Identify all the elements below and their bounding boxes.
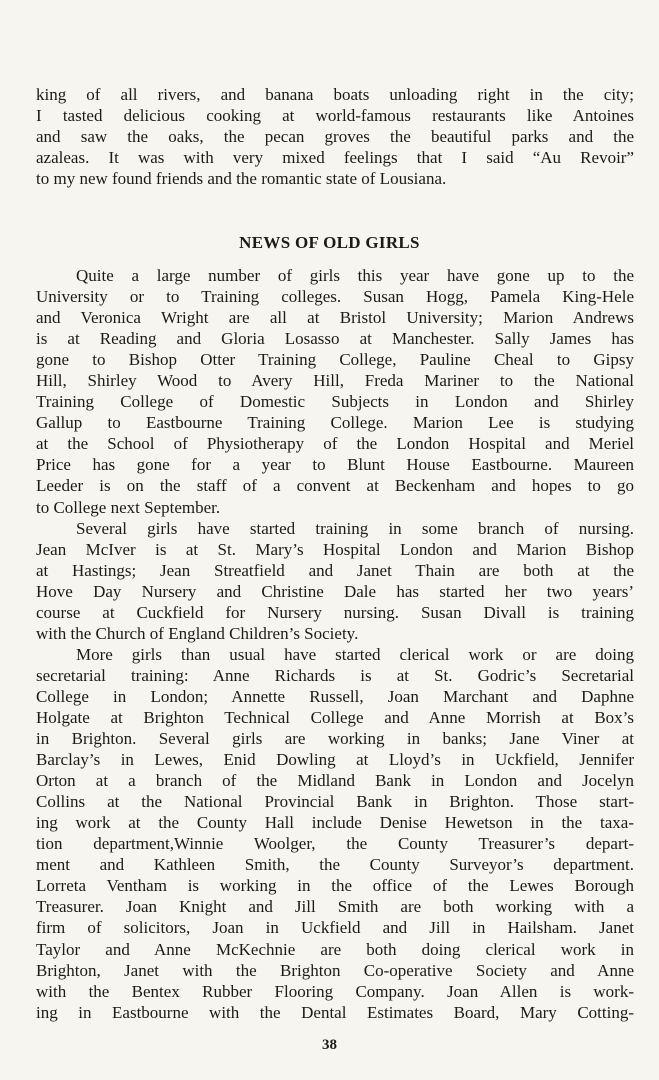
news-article-body (36, 265, 634, 1023)
text-line: ment and Kathleen Smith, the County Surveyor’s department. (36, 855, 634, 875)
text-line: with the Church of England Children’s Society. (36, 623, 359, 643)
text-line: Hill, Shirley Wood to Avery Hill, Freda Mariner to the National (36, 371, 634, 391)
text-line: College in London; Annette Russell, Joan Marchant and Daphne (36, 686, 634, 706)
text-line: Leeder is on the staff of a convent at Beckenham and hopes to go (36, 476, 634, 496)
text-line: ing in Eastbourne with the Dental Estimates Board, Mary Cotting- (36, 1002, 634, 1022)
text-line: ing work at the County Hall include Denise Hewetson in the taxa- (36, 813, 634, 833)
text-line: and Veronica Wright are all at Bristol University; Marion Andrews (36, 308, 634, 328)
text-line: Several girls have started training in some branch of nursing. (76, 518, 634, 538)
text-line: Holgate at Brighton Technical College and Anne Morrish at Box’s (36, 707, 634, 727)
text-line: Jean McIver is at St. Mary’s Hospital London and Marion Bishop (36, 539, 634, 559)
text-line: University or to Training colleges. Susan Hogg, Pamela King-Hele (36, 287, 634, 307)
text-line: I tasted delicious cooking at world-famous restaurants like Antoines (36, 106, 634, 126)
text-line: course at Cuckfield for Nursery nursing. Susan Divall is training (36, 602, 634, 622)
text-line: Orton at a branch of the Midland Bank in London and Jocelyn (36, 771, 634, 791)
text-line: king of all rivers, and banana boats unloading right in the city; (36, 85, 634, 104)
text-line: to College next September. (36, 497, 221, 517)
text-line: with the Bentex Rubber Flooring Company. Joan Allen is work- (36, 981, 634, 1001)
text-line: Price has gone for a year to Blunt House Eastbourne. Maureen (36, 455, 634, 475)
text-line: Training College of Domestic Subjects in London and Shirley (36, 392, 634, 412)
text-line: Hove Day Nursery and Christine Dale has started her two years’ (36, 581, 634, 601)
text-line: tion department,Winnie Woolger, the County Treasurer’s depart- (36, 834, 634, 854)
intro-paragraph (36, 84, 634, 189)
page-number: 38 (322, 1037, 337, 1053)
text-line: Taylor and Anne McKechnie are both doing clerical work in (36, 939, 634, 959)
text-line: Treasurer. Joan Knight and Jill Smith are both working with a (36, 897, 634, 917)
text-line: to my new found friends and the romantic state of Lousiana. (36, 169, 447, 189)
text-line: gone to Bishop Otter Training College, Pauline Cheal to Gipsy (36, 350, 634, 370)
text-line: firm of solicitors, Joan in Uckfield and Jill in Hailsham. Janet (36, 918, 634, 938)
text-line: in Brighton. Several girls are working in banks; Jane Viner at (36, 729, 634, 749)
text-line: Brighton, Janet with the Brighton Co-operative Society and Anne (36, 960, 634, 980)
text-line: is at Reading and Gloria Losasso at Manchester. Sally James has (36, 329, 634, 349)
text-line: azaleas. It was with very mixed feelings that I said “Au Revoir” (36, 148, 634, 168)
text-line: Barclay’s in Lewes, Enid Dowling at Lloyd’s in Uckfield, Jennifer (36, 750, 634, 770)
text-line: and saw the oaks, the pecan groves the beautiful parks and the (36, 127, 634, 147)
text-line: at Hastings; Jean Streatfield and Janet Thain are both at the (36, 560, 634, 580)
text-line: Gallup to Eastbourne Training College. Marion Lee is studying (36, 413, 634, 433)
text-line: Collins at the National Provincial Bank in Brighton. Those start- (36, 792, 634, 812)
text-line: Quite a large number of girls this year have gone up to the (76, 266, 634, 285)
text-line: Lorreta Ventham is working in the office of the Lewes Borough (36, 876, 634, 896)
section-heading: NEWS OF OLD GIRLS (239, 233, 420, 252)
text-line: More girls than usual have started clerical work or are doing (76, 644, 634, 664)
text-line: at the School of Physiotherapy of the London Hospital and Meriel (36, 434, 634, 454)
text-line: secretarial training: Anne Richards is at St. Godric’s Secretarial (36, 665, 634, 685)
